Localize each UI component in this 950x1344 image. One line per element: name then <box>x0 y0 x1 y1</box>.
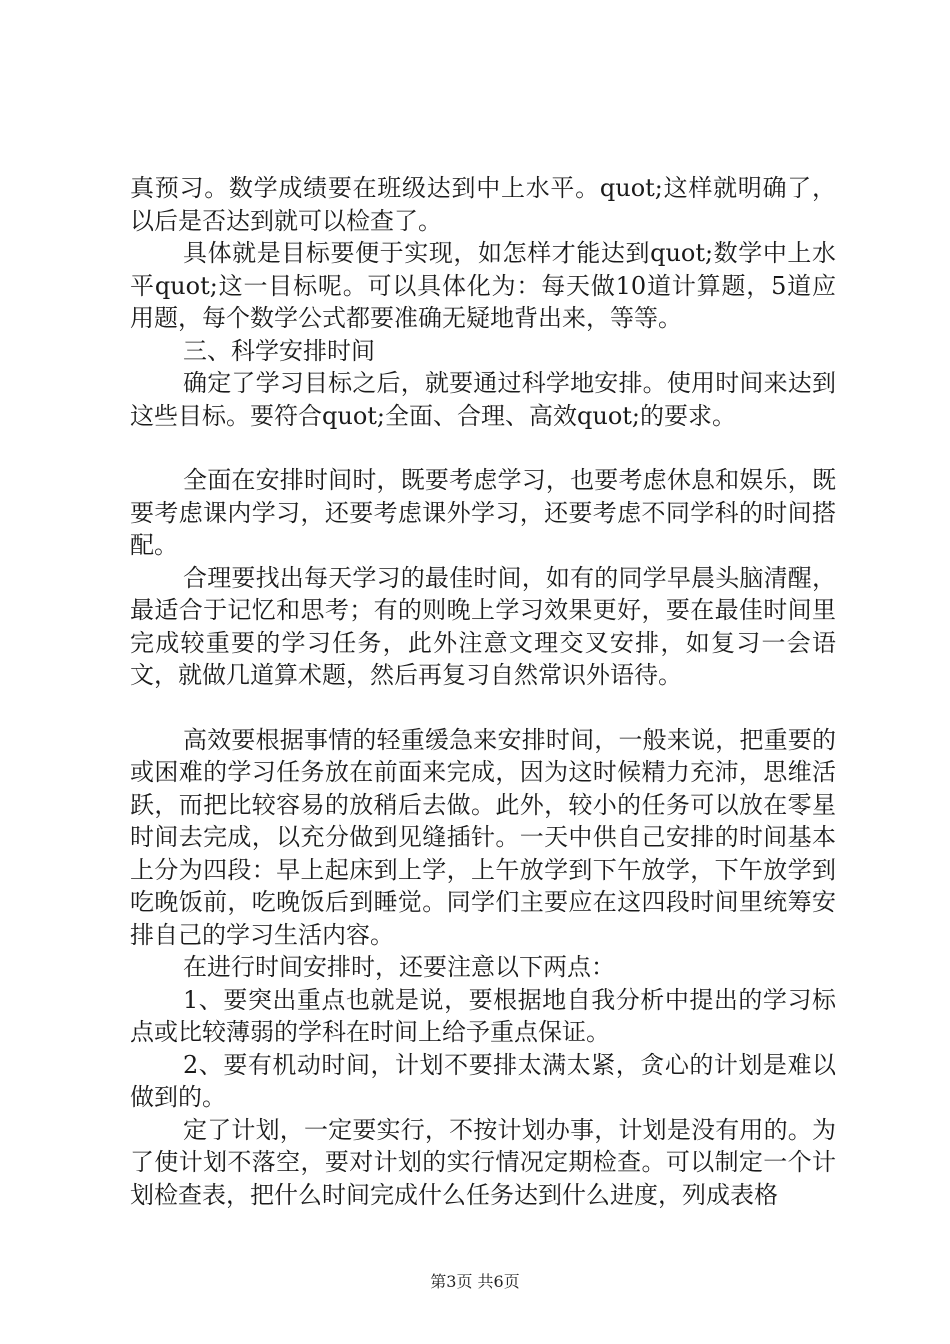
section-heading: 三、科学安排时间 <box>183 336 375 365</box>
paragraph-notes-intro: 在进行时间安排时，还要注意以下两点： <box>183 953 615 981</box>
list-item-priority: 1、要突出重点也就是说，要根据地自我分析中提出的学习标点或比较薄弱的学科在时间上给予重点保证。 <box>130 985 836 1046</box>
paragraph-requirements: 确定了学习目标之后，就要通过科学地安排。使用时间来达到这些目标。要符合quot;全面、合理、高效quot;的要求。 <box>130 369 836 430</box>
paragraph-continuation: 真预习。数学成绩要在班级达到中上水平。quot;这样就明确了，以后是否达到就可以检查了。 <box>130 174 836 235</box>
page-number-footer: 第3页 共6页 <box>430 1272 520 1291</box>
list-item-flexible-time: 2、要有机动时间，计划不要排太满太紧，贪心的计划是难以做到的。 <box>130 1050 836 1111</box>
paragraph-execute-plan: 定了计划，一定要实行，不按计划办事，计划是没有用的。为了使计划不落空，要对计划的实行情况定期检查。可以制定一个计划检查表，把什么时间完成什么任务达到什么进度，列成表格 <box>130 1115 836 1209</box>
paragraph-efficient: 高效要根据事情的轻重缓急来安排时间，一般来说，把重要的或困难的学习任务放在前面来完成，因为这时候精力充沛，思维活跃，而把比较容易的放稍后去做。此外，较小的任务可以放在零星时间去完成，以充分做到见缝插针。一天中供自己安排的时间基本上分为四段：早上起床到上学，上午放学到下午放学，下午放学到吃晚饭前，吃晚饭后到睡觉。同学们主要应在这四段时间里统筹安排自己的学习生活内容。 <box>130 725 836 949</box>
paragraph-reasonable: 合理要找出每天学习的最佳时间，如有的同学早晨头脑清醒，最适合于记忆和思考；有的则晚上学习效果更好，要在最佳时间里完成较重要的学习任务，此外注意文理交叉安排，如复习一会语文，就做几道算术题，然后再复习自然常识外语待。 <box>130 563 836 689</box>
document-body <box>130 172 836 1211</box>
paragraph-comprehensive: 全面在安排时间时，既要考虑学习，也要考虑休息和娱乐，既要考虑课内学习，还要考虑课外学习，还要考虑不同学科的时间搭配。 <box>130 466 836 559</box>
paragraph-specific-goals: 具体就是目标要便于实现，如怎样才能达到quot;数学中上水平quot;这一目标呢。可以具体化为：每天做10道计算题，5道应用题，每个数学公式都要准确无疑地背出来，等等。 <box>130 239 836 332</box>
